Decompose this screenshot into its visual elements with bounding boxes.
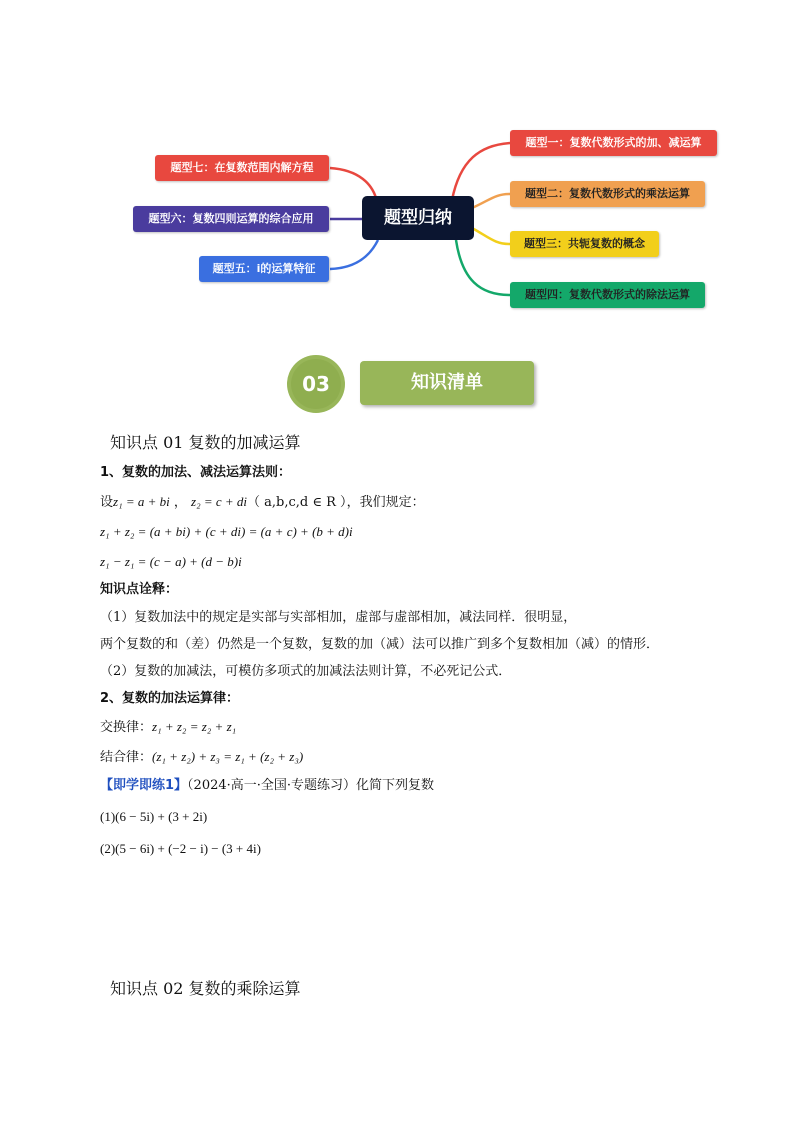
kp1-rule-title: 1、复数的加法、减法运算法则： — [100, 465, 292, 480]
mindmap-node-type3: 题型三：共轭复数的概念 — [510, 231, 659, 257]
practice-question-1: (1)(6 − 5i) + (3 + 2i) — [100, 809, 208, 824]
mindmap-node-type5: 题型五：i的运算特征 — [199, 256, 329, 282]
kp2-heading: 知识点 02 复数的乘除运算 — [110, 979, 301, 998]
practice-text: （2024·高一·全国·专题练习）化简下列复数 — [187, 778, 435, 793]
kp1-comm-formula: z₁ + z₂ = z₂ + z₁ — [152, 719, 237, 734]
kp1-set-suffix: ，我们规定： — [346, 495, 425, 510]
kp1-associative — [100, 748, 303, 767]
kp1-explain-2: （2）复数的加减法，可模仿多项式的加减法法则计算，不必死记公式． — [100, 664, 512, 679]
mindmap-node-type2: 题型二：复数代数形式的乘法运算 — [510, 181, 705, 207]
kp1-comm-label: 交换律： — [100, 720, 153, 735]
mindmap-connectors — [0, 0, 793, 330]
kp1-explain-1b: 两个复数的和（差）仍然是一个复数，复数的加（减）法可以推广到多个复数相加（减）的情形． — [100, 637, 660, 652]
kp1-set-cond: （ a,b,c,d ∈ R ） — [247, 495, 347, 510]
kp1-heading: 知识点 01 复数的加减运算 — [110, 433, 301, 452]
kp1-explain-title: 知识点诠释： — [100, 582, 179, 597]
mindmap-node-type4: 题型四：复数代数形式的除法运算 — [510, 282, 705, 308]
kp1-definition: 设z₁ = a + bi ， z₂ = c + di（ a,b,c,d ∈ R ），我们规定： — [100, 494, 425, 510]
kp1-set-prefix: 设 — [100, 495, 114, 510]
kp1-assoc-formula: (z₁ + z₂) + z₃ = z₁ + (z₂ + z₃) — [152, 749, 304, 764]
practice-question-2: (2)(5 − 6i) + (−2 − i) − (3 + 4i) — [100, 841, 261, 856]
kp1-set-z1: z₁ = a + bi — [113, 494, 170, 509]
kp1-set-z2: z₂ = c + di — [191, 494, 248, 509]
kp1-commutative — [100, 718, 236, 737]
mindmap-center: 题型归纳 — [362, 196, 474, 240]
kp1-formula-add: z₁ + z₂ = (a + bi) + (c + di) = (a + c) + (b + d)i — [100, 524, 353, 539]
mindmap-node-type6: 题型六：复数四则运算的综合应用 — [133, 206, 329, 232]
section-number: 03 — [291, 359, 341, 409]
kp1-law-title: 2、复数的加法运算律： — [100, 691, 240, 706]
kp1-formula-sub: z₁ − z₁ = (c − a) + (d − b)i — [100, 554, 242, 569]
practice-tag: 【即学即练1】 — [100, 778, 188, 793]
kp1-assoc-label: 结合律： — [100, 750, 153, 765]
kp1-practice — [100, 777, 434, 795]
mindmap-node-type7: 题型七：在复数范围内解方程 — [155, 155, 329, 181]
kp1-explain-1: （1）复数加法中的规定是实部与实部相加，虚部与虚部相加，减法同样．很明显， — [100, 610, 577, 625]
mindmap-node-type1: 题型一：复数代数形式的加、减运算 — [510, 130, 717, 156]
section-title: 知识清单 — [360, 361, 534, 405]
